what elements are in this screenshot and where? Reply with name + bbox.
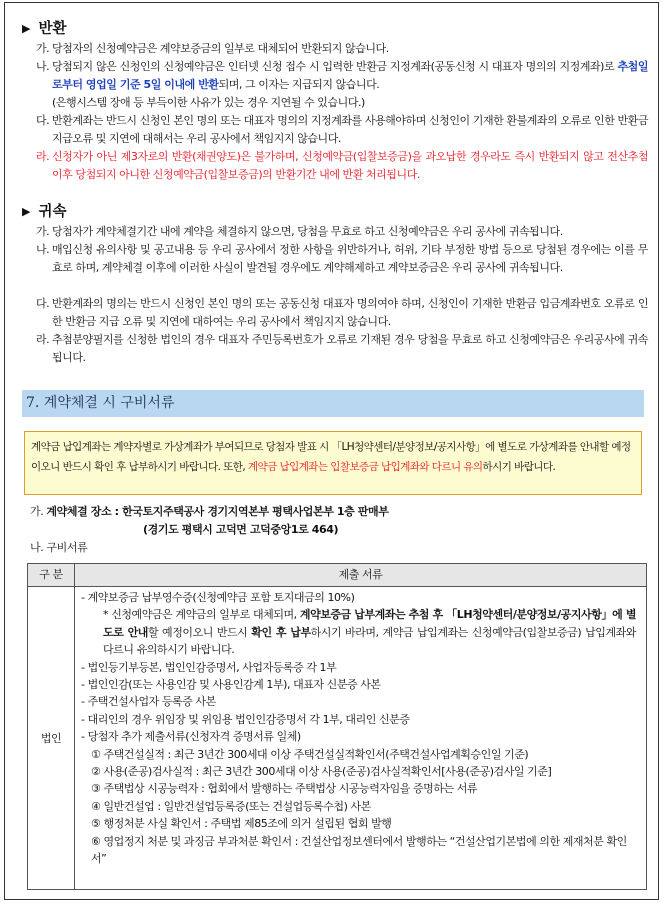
documents-list [75,587,647,890]
deposit-note: * 신청예약금은 계약금의 일부로 대체되며, 계약보증금 납부계좌는 추첨 후 「LH청약센터/분양정보/공지사항」에 별도로 안내할 예정이오니 반드시 확인 후 납부하시기 바라며, 계약금 납입계좌는 신청예약금(입찰보증금) 납입계좌와 다르니 유의하시기 바랍니다. [103,608,636,657]
sub-item: ⑤ 행정처분 사실 확인서 : 주택법 제85조에 의거 설립된 협회 발행 [91,817,392,831]
forfeit-item-b: 나. 매입신청 유의사항 및 공고내용 등 우리 공사에서 정한 사항을 위반하거나, 허위, 기타 부정한 방법 등으로 당첨된 경우에는 이를 무효로 하며, 계약체결 이후에 이러한 사실이 발견될 경우에도 계약해제하고 계약보증금은 우리 공사에 귀속됩니다. [36,243,648,274]
sub-item: ④ 일반건설업 : 일반건설업등록증(또는 건설업등록수첩) 사본 [91,799,371,813]
list-item: - 당첨자 추가 제출서류(신청자격 증명서류 일체) [81,730,301,744]
sub-item: ② 사용(준공)검사실적 : 최근 3년간 300세대 이상 사용(준공)검사실적확인서[사용(준공)검사일 기준] [91,765,552,779]
table-header-documents: 제출 서류 [75,564,647,587]
refund-item-a: 가. 당첨자의 신청예약금은 계약보증금의 일부로 대체되어 반환되지 않습니다. [36,42,389,55]
table-header-category: 구 분 [28,564,75,587]
list-item: - 법인등기부등본, 법인인감증명서, 사업자등록증 각 1부 [81,660,337,674]
sub-item: ① 주택건설실적 : 최근 3년간 300세대 이상 주택건설실적확인서(주택건설사업계획승인일 기준) [91,747,529,761]
list-item: - 법인인감(또는 사용인감 및 사용인감계 1부), 대표자 신분증 사본 [81,678,381,692]
contract-place: 가. 계약체결 장소 : 한국토지주택공사 경기지역본부 평택사업본부 1층 판매부 (경기도 평택시 고덕면 고덕중앙1로 464) 나. 구비서류 [30,505,389,554]
section-7-title: 7. 계약체결 시 구비서류 [22,390,644,417]
docs-subtitle: 나. 구비서류 [30,541,88,554]
sub-item: ③ 주택법상 시공능력자 : 협회에서 발행하는 주택법상 시공능력자임을 증명하는 서류 [91,782,478,796]
list-item: - 주택건설사업자 등록증 사본 [81,695,216,709]
refund-heading: ▶ 반환 [22,21,67,37]
refund-item-b: 나. 당첨되지 않은 신청인의 신청예약금은 인터넷 신청 접수 시 입력한 반환금 지정계좌(공동신청 시 대표자 명의의 지정계좌)로 추첨일로부터 영업일 기준 5일 이내에 반환되며, 그 이자는 지급되지 않습니다. (은행시스템 장애 등 부득이한 사유가 있는 경우 지연될 수 있습니다.) [36,60,648,109]
forfeit-item-a: 가. 당첨자가 계약체결기간 내에 계약을 체결하지 않으면, 당첨을 무효로 하고 신청예약금은 우리 공사에 귀속됩니다. [36,225,563,238]
refund-item-c: 다. 반환계좌는 반드시 신청인 본인 명의 또는 대표자 명의의 지정계좌를 사용해야하며 신청인이 기재한 환불계좌의 오류로 인한 반환금 지급오류 및 지연에 대해서는 우리 공사에서 책임지지 않습니다. [36,114,648,145]
forfeit-item-d: 라. 추첨분양필지를 신청한 법인의 경우 대표자 주민등록번호가 오류로 기재된 경우 당첨을 무효로 하고 신청예약금은 우리공사에 귀속됩니다. [36,333,648,364]
triangle-bullet-icon: ▶ [22,22,31,35]
required-documents-table [27,563,647,890]
list-item: - 계약보증금 납부영수증(신청예약금 포함 토지대금의 10%) [81,591,355,604]
list-item: - 대리인의 경우 위임장 및 위임용 법인인감증명서 각 1부, 대리인 신분증 [81,712,410,726]
refund-item-d: 라. 신청자가 아닌 제3자로의 반환(채권양도)은 불가하며, 신청예약금(입찰보증금)을 과오납한 경우라도 즉시 반환되지 않고 전산추첨 이후 당첨되지 아니한 신청예약금(입찰보증금)의 반환기간 내에 반환 처리됩니다. [36,150,648,181]
triangle-bullet-icon: ▶ [22,205,31,218]
account-notice-box: 계약금 납입계좌는 계약자별로 가상계좌가 부여되므로 당첨자 발표 시 「LH청약센터/분양정보/공지사항」에 별도로 가상계좌를 안내할 예정이오니 반드시 확인 후 납부하시기 바랍니다. 또한, 계약금 납입계좌는 입찰보증금 납입계좌와 다르니 유의하시기 바랍니다. [24,431,642,495]
sub-item: ⑥ 영업정지 처분 및 과징금 부과처분 확인서 : 건설산업정보센터에서 발행하는 “건설산업기본법에 의한 제재처분 확인서” [91,834,627,866]
forfeit-heading: ▶ 귀속 [22,204,67,220]
forfeit-item-c: 다. 반환계좌의 명의는 반드시 신청인 본인 명의 또는 공동신청 대표자 명의여야 하며, 신청인이 기재한 반환금 입금계좌번호 오류로 인한 반환금 지급 오류 및 지연에 대하여는 우리 공사에서 책임지지 않습니다. [36,297,648,328]
category-corporation: 법인 [28,587,75,890]
